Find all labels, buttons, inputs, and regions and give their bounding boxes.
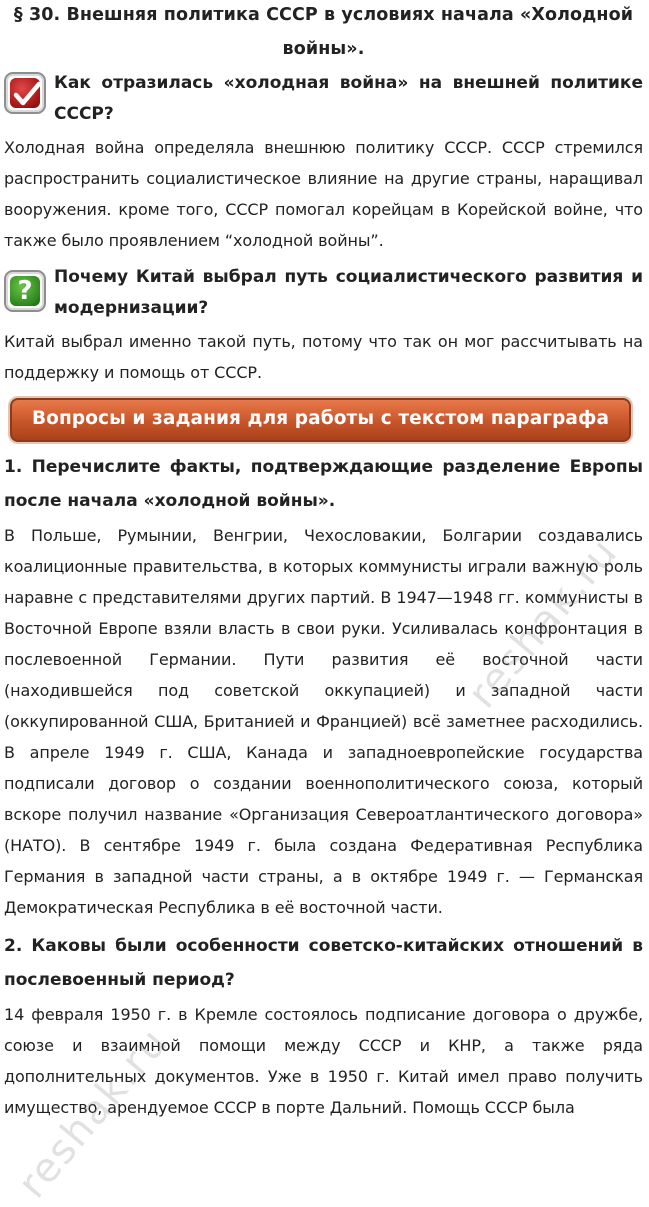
page-title: § 30. Внешняя политика СССР в условиях начала «Холодной войны». (13, 5, 634, 59)
question-icon (4, 270, 46, 312)
question-icon-face: ? (10, 276, 40, 306)
question-text-1: Как отразилась «холодная война» на внешней политике СССР? (54, 73, 643, 124)
question-block-2 (4, 262, 643, 324)
answer-2 (4, 326, 643, 388)
check-icon-face (10, 78, 40, 108)
answer-text-1: Холодная война определяла внешнюю политику СССР. СССР стремился распространить социалистическое влияние на другие страны, наращивал вооружения. кроме того, СССР помогал корейцам в Корейской войне, что также было проявлением “холодной войны”. (4, 138, 643, 250)
watermark: reshak.ru (9, 1019, 178, 1207)
task-question-1: 1. Перечислите факты, подтверждающие разделение Европы после начала «холодной войны». (4, 457, 643, 511)
task-answer-text-2: 14 февраля 1950 г. в Кремле состоялось подписание договора о дружбе, союзе и взаимной помощи между СССР и КНР, а также ряда дополнительных документов. Уже в 1950 г. Китай имел право получить имущество, арендуемое СССР в порте Дальний. Помощь СССР была (4, 1005, 643, 1117)
section-banner: Вопросы и задания для работы с текстом параграфа (10, 398, 631, 442)
check-icon (4, 72, 46, 114)
question-text-2: Почему Китай выбрал путь социалистического развития и модернизации? (54, 267, 643, 318)
question-block-1 (4, 68, 643, 130)
task-question-2: 2. Каковы были особенности советско-китайских отношений в послевоенный период? (4, 936, 643, 990)
answer-text-2: Китай выбрал именно такой путь, потому что так он мог рассчитывать на поддержку и помощь от СССР. (4, 332, 643, 382)
watermark: reshak.ru (459, 529, 628, 717)
answer-1 (4, 132, 643, 256)
task-answer-text-1: В Польше, Румынии, Венгрии, Чехословакии, Болгарии создавались коалиционные правительства, в которых коммунисты играли важную роль наравне с представителями других партий. В 1947—1948 гг. коммунисты в Восточной Европе взяли власть в свои руки. Усиливалась конфронтация в послевоенной Германии. Пути развития её восточной части (находившейся под советской оккупацией) и западной части (оккупированной США, Британией и Францией) всё заметнее расходились. В апреле 1949 г. США, Канада и западноевропейские государства подписали договор о создании военнополитического союза, который вскоре получил название «Организация Североатлантического договора» (НАТО). В сентябре 1949 г. была создана Федеративная Республика Германия в западной части страны, а в октябре 1949 г. — Германская Демократическая Республика в её восточной части. (4, 526, 643, 917)
